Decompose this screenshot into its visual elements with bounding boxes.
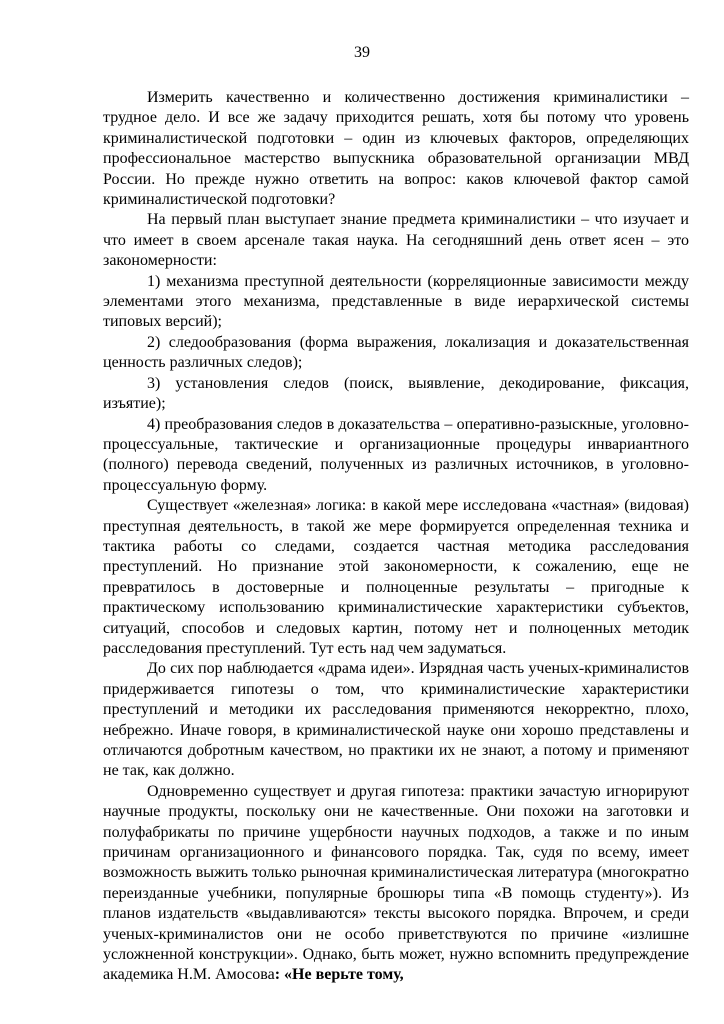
paragraph-second-hypothesis-text: Одновременно существует и другая гипотеза: практики зачастую игнорируют научные продукты, поскольку они не качественные. Они похожи на заготовки и полуфабрикаты по причине ущербности научных подходов, а также и по иным причинам организационного и финансового порядка. Так, судя по всему, имеет возможность выжить только рыночная криминалистическая литература (многократно переизданные учебники, популярные брошюры типа «В помощь студенту»). Из планов издательств «выдавливаются» тексты высокого порядка. Впрочем, и среди ученых-криминалистов они не особо приветствуются по причине «излишне усложненной конструкции». Однако, быть может, нужно вспомнить предупреждение академика Н.М. Амосова — [103, 782, 689, 984]
paragraph-second-hypothesis — [103, 782, 689, 986]
paragraph-drama-of-idea: До сих пор наблюдается «драма идеи». Изрядная часть ученых-криминалистов придерживается гипотезы о том, что криминалистические характеристики преступлений и методики их расследования применяются некорректно, плохо, небрежно. Иначе говоря, в криминалистической науке они хорошо представлены и отличаются добротным качеством, но практики их не знают, а потому и применяют не так, как должно. — [103, 660, 689, 780]
paragraph-subject: На первый план выступает знание предмета криминалистики – что изучает и что имеет в своем арсенале такая наука. На сегодняшний день ответ ясен – это закономерности: — [103, 211, 689, 270]
list-item-trace-establishment: 3) установления следов (поиск, выявление, декодирование, фиксация, изъятие); — [103, 374, 689, 413]
page-body — [103, 88, 689, 986]
paragraph-intro: Измерить качественно и количественно достижения криминалистики – трудное дело. И все же задачу приходится решать, хотя бы потому что уровень криминалистической подготовки – один из ключевых факторов, определяющих профессиональное мастерство выпускника образовательной организации МВД России. Но прежде нужно ответить на вопрос: каков ключевой фактор самой криминалистической подготовки? — [103, 89, 689, 209]
amosov-quote: : «Не верьте тому, — [274, 966, 404, 984]
list-item-trace-formation: 2) следообразования (форма выражения, локализация и доказательственная ценность различных следов); — [103, 333, 689, 372]
page-number: 39 — [354, 44, 370, 61]
list-item-trace-transformation: 4) преобразования следов в доказательства – оперативно-разыскные, уголовно-процессуальные, тактические и организационные процедуры инвариантного (полного) перевода сведений, полученных из различных источников, в уголовно-процессуальную форму. — [103, 415, 689, 494]
list-item-mechanism: 1) механизма преступной деятельности (корреляционные зависимости между элементами этого механизма, представленные в виде иерархической системы типовых версий); — [103, 272, 689, 331]
paragraph-iron-logic: Существует «железная» логика: в какой мере исследована «частная» (видовая) преступная деятельность, в такой же мере формируется определенная техника и тактика работы со следами, создается частная методика расследования преступлений. Но признание этой закономерности, к сожалению, еще не превратилось в достоверные и полноценные результаты – пригодные к практическому использованию криминалистические характеристики субъектов, ситуаций, способов и следовых картин, потому нет и полноценных методик расследования преступлений. Тут есть над чем задуматься. — [103, 497, 689, 657]
